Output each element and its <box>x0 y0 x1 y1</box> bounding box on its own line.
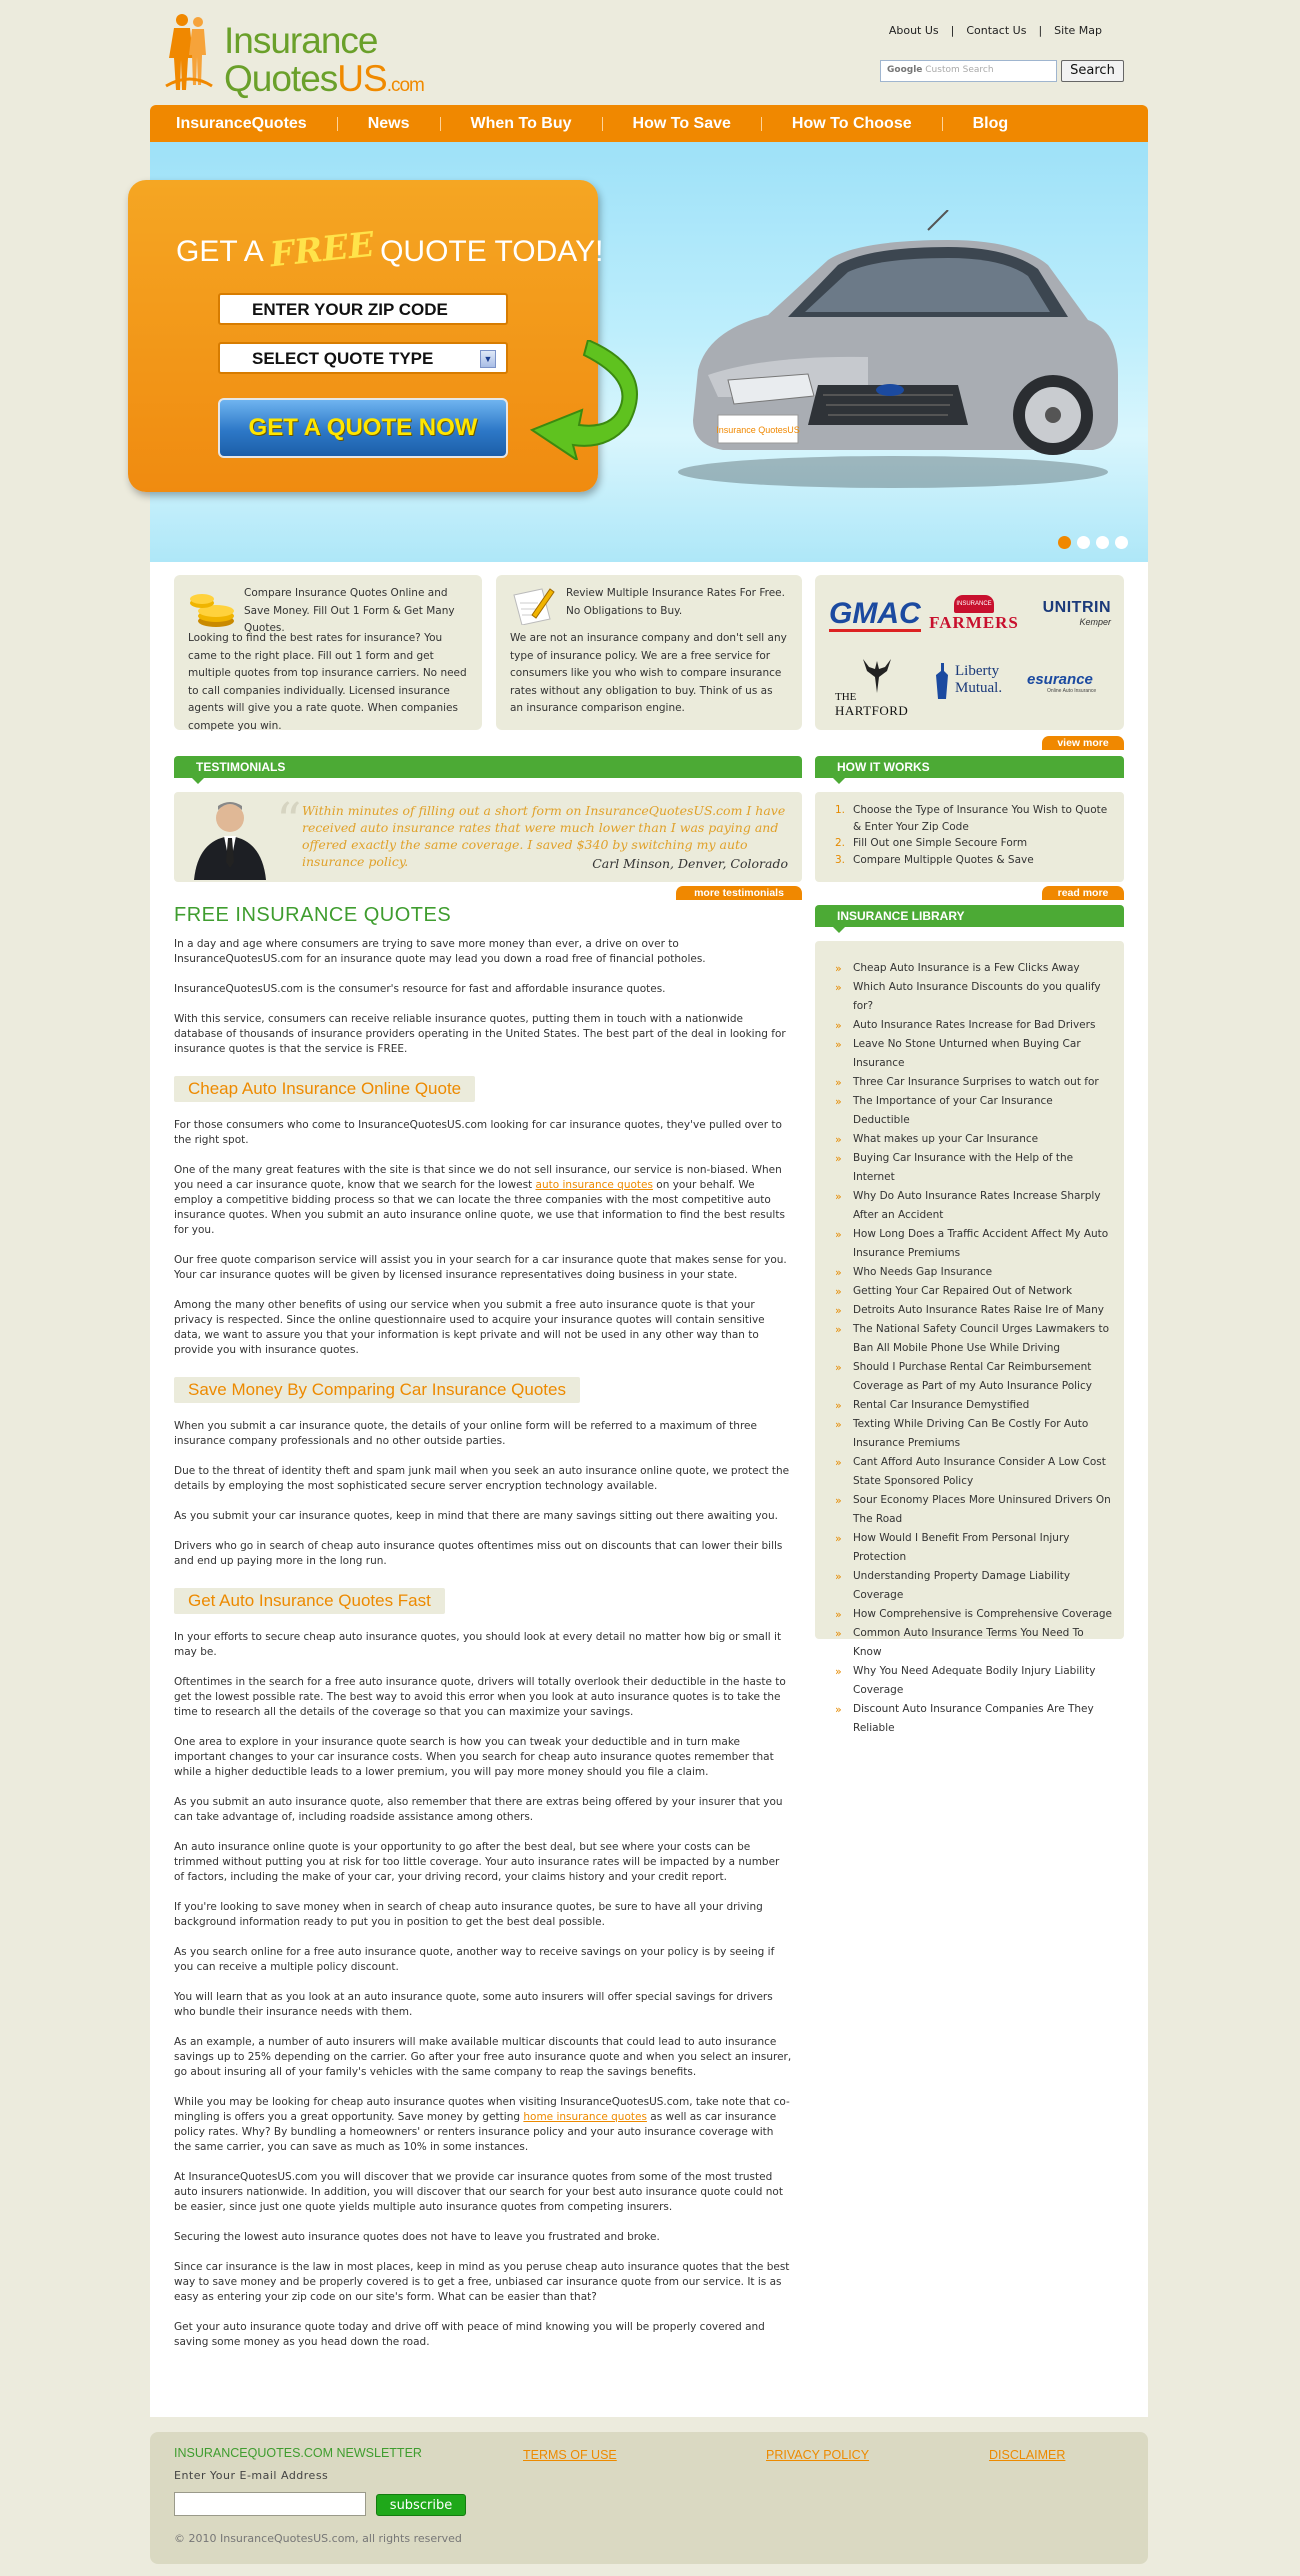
library-item-label: Should I Purchase Rental Car Reimbursement Coverage as Part of my Auto Insurance Policy <box>853 1361 1092 1392</box>
quote-mark-icon: “ <box>276 792 302 850</box>
library-item-label: Leave No Stone Unturned when Buying Car Insurance <box>853 1038 1081 1069</box>
main-nav <box>150 105 1148 142</box>
liberty-text: Liberty <box>955 663 1000 679</box>
pen-paper-icon <box>510 585 556 625</box>
paragraph: With this service, consumers can receive reliable insurance quotes, putting them in touch with a nationwide database of thousands of insurance providers operating in the United States. The best part of the deal in looking for insurance quotes is that the service is FREE. <box>174 1013 786 1055</box>
bullet-icon: » <box>835 962 842 975</box>
section-heading-cheap: Cheap Auto Insurance Online Quote <box>174 1076 475 1102</box>
newsletter-email-input[interactable] <box>174 2492 366 2516</box>
mutual-text: Mutual. <box>955 680 1003 696</box>
insurance-library-header <box>815 905 1124 927</box>
esurance-sub: Online Auto Insurance <box>1047 688 1097 694</box>
paragraph: At InsuranceQuotesUS.com you will discover that we provide car insurance quotes from some of the most trusted auto insurers nationwide. In addition, you will discover that our search for your best auto insurance quote could not be easier, since just one quote yields multiple auto insurance quotes from competing insurers. <box>174 2171 783 2213</box>
step-item <box>835 835 1110 852</box>
text: One of the many great features with the site is that since we do not sell insurance, our service is non-biased. When you need a car insurance quote, know that we search for the lowest <box>174 1164 782 1191</box>
step-number: 3. <box>835 853 846 866</box>
bullet-icon: » <box>835 1532 842 1545</box>
paragraph: As you submit an auto insurance quote, also remember that there are extras being offered by your insurer that you can take advantage of, including roadside assistance among others. <box>174 1796 783 1823</box>
bullet-icon: » <box>835 1361 842 1374</box>
hartford-the: THE <box>835 691 857 703</box>
library-item[interactable] <box>835 1358 1112 1396</box>
bullet-icon: » <box>835 1627 842 1640</box>
compare-lead: Compare Insurance Quotes Online and Save Money. Fill Out 1 Form & Get Many Quotes. <box>244 587 455 634</box>
paragraph: As an example, a number of auto insurers will make available multicar discounts that could lead to auto insurance savings up to 25% depending on the carrier. Go after your free auto insurance quote and when you select an insurer, go about insuring all of your family's vehicles with the same company to reap the savings benefits. <box>174 2036 792 2078</box>
farmers-text: FARMERS <box>929 613 1019 632</box>
logo-people-icon <box>164 12 214 92</box>
paragraph: When you submit a car insurance quote, the details of your online form will be referred to a maximum of three insurance company professionals and no other outside parties. <box>174 1420 757 1447</box>
library-item-label: Which Auto Insurance Discounts do you qualify for? <box>853 981 1101 1012</box>
library-item-label: Discount Auto Insurance Companies Are They Reliable <box>853 1703 1094 1734</box>
view-more-button[interactable]: view more <box>1042 736 1124 750</box>
search-placeholder: Custom Search <box>925 65 994 75</box>
library-item-label: Rental Car Insurance Demystified <box>853 1399 1030 1411</box>
paragraph: InsuranceQuotesUS.com is the consumer's resource for fast and affordable insurance quotes. <box>174 983 666 995</box>
terms-of-use-link[interactable]: TERMS OF USE <box>523 2448 617 2462</box>
google-logo-icon: Google <box>887 65 923 75</box>
testimonial-avatar <box>188 796 272 880</box>
bullet-icon: » <box>835 1266 842 1279</box>
bullet-icon: » <box>835 981 842 994</box>
unitrin-text: UNITRIN <box>1042 599 1111 616</box>
paragraph: As you search online for a free auto insurance quote, another way to receive savings on your policy is by seeing if you can receive a multiple policy discount. <box>174 1946 775 1973</box>
site-map-link[interactable]: Site Map <box>1054 24 1102 37</box>
insurance-library-title: INSURANCE LIBRARY <box>837 909 965 923</box>
step-text: Compare Multipple Quotes & Save <box>853 853 1034 866</box>
bullet-icon: » <box>835 1570 842 1583</box>
library-item[interactable] <box>835 1149 1112 1187</box>
library-item[interactable] <box>835 1567 1112 1605</box>
quote-heading-post: QUOTE TODAY! <box>380 235 604 268</box>
library-item[interactable] <box>835 1282 1112 1301</box>
stag-icon <box>857 655 897 695</box>
bullet-icon: » <box>835 1285 842 1298</box>
bullet-icon: » <box>835 1152 842 1165</box>
home-insurance-quotes-link[interactable]: home insurance quotes <box>523 2111 647 2123</box>
paragraph <box>174 2095 792 2155</box>
more-testimonials-button[interactable]: more testimonials <box>676 886 802 900</box>
kemper-text: Kemper <box>1079 617 1111 627</box>
how-it-works-title: HOW IT WORKS <box>837 760 930 774</box>
text: While you may be looking for cheap auto insurance quotes when visiting InsuranceQuotesUS.com, take note that co-mingling is offers you a great opportunity. Save money by getting <box>174 2096 790 2123</box>
paragraph: In your efforts to secure cheap auto insurance quotes, you should look at every detail no matter how big or small it may be. <box>174 1631 782 1658</box>
compare-info-box <box>174 575 482 730</box>
subscribe-button[interactable]: subscribe <box>376 2494 466 2516</box>
library-item[interactable] <box>835 1225 1112 1263</box>
privacy-policy-link[interactable]: PRIVACY POLICY <box>766 2448 870 2462</box>
compare-body: Looking to find the best rates for insurance? You came to the right place. Fill out 1 form and get multiple quotes from top insurance carriers. No need to call companies individually. Licensed insurance agents will give you a rate quote. When companies compete you win. <box>188 632 467 732</box>
library-item-label: How Would I Benefit From Personal Injury Protection <box>853 1532 1070 1563</box>
library-item[interactable] <box>835 1453 1112 1491</box>
library-item-label: The National Safety Council Urges Lawmakers to Ban All Mobile Phone Use While Driving <box>853 1323 1110 1354</box>
bullet-icon: » <box>835 1494 842 1507</box>
testimonial-box <box>174 792 802 882</box>
logo-line2 <box>224 58 424 100</box>
paragraph: One area to explore in your insurance quote search is how you can tweak your deductible and in turn make important changes to your car insurance costs. When you search for cheap auto insurance quotes remember that while a higher deductible leads to a lower premium, you will pay more money should you file a claim. <box>174 1736 774 1778</box>
car-image <box>668 210 1118 495</box>
nav-news[interactable]: News <box>367 114 410 132</box>
notch <box>833 778 845 784</box>
bullet-icon: » <box>835 1456 842 1469</box>
bullet-icon: » <box>835 1418 842 1431</box>
separator: | <box>950 24 955 37</box>
library-item-label: Getting Your Car Repaired Out of Network <box>853 1285 1073 1297</box>
nav-when-to-buy[interactable]: When To Buy <box>470 114 572 132</box>
paragraph: Our free quote comparison service will assist you in your search for a car insurance quote that makes sense for you. Your car insurance quotes will be given by licensed insurance representatives doing business in your state. <box>174 1254 787 1281</box>
slider-dots <box>1058 536 1128 549</box>
quote-heading-pre: GET A <box>176 235 264 268</box>
bullet-icon: » <box>835 1076 842 1089</box>
nav-how-to-save[interactable]: How To Save <box>632 114 731 132</box>
get-quote-button[interactable]: GET A QUOTE NOW <box>218 398 508 458</box>
section-heading-fast: Get Auto Insurance Quotes Fast <box>174 1588 445 1614</box>
library-item-label: Buying Car Insurance with the Help of the Internet <box>853 1152 1074 1183</box>
how-it-works-box <box>815 792 1124 882</box>
bullet-icon: » <box>835 1038 842 1051</box>
paragraph: Drivers who go in search of cheap auto insurance quotes oftentimes miss out on discounts that can lower their bills and end up paying more in the long run. <box>174 1540 783 1567</box>
search-input[interactable] <box>880 60 1057 82</box>
hartford-text: HARTFORD <box>835 703 909 718</box>
section-heading-save: Save Money By Comparing Car Insurance Quotes <box>174 1377 580 1403</box>
library-item-label: Auto Insurance Rates Increase for Bad Drivers <box>853 1019 1096 1031</box>
library-item-label: What makes up your Car Insurance <box>853 1133 1039 1145</box>
text: on your behalf. We employ a competitive bidding process so that we can locate the three companies with the most competitive auto insurance quotes. When you submit an auto insurance online quote, we use that information to find the best results for you. <box>174 1179 785 1236</box>
quote-heading-free: FREE <box>268 224 376 276</box>
article-title: FREE INSURANCE QUOTES <box>174 904 452 926</box>
library-item-label: How Comprehensive is Comprehensive Coverage <box>853 1608 1113 1620</box>
newsletter-title: INSURANCEQUOTES.COM NEWSLETTER <box>174 2446 422 2460</box>
zip-code-input[interactable]: ENTER YOUR ZIP CODE <box>218 293 508 325</box>
library-item-label: Understanding Property Damage Liability Coverage <box>853 1570 1071 1601</box>
carrier-logos-box <box>815 575 1124 730</box>
library-item-label: Sour Economy Places More Uninsured Drivers On The Road <box>853 1494 1111 1525</box>
bullet-icon: » <box>835 1323 842 1336</box>
bullet-icon: » <box>835 1608 842 1621</box>
step-number: 2. <box>835 837 846 849</box>
bullet-icon: » <box>835 1304 842 1317</box>
library-item[interactable] <box>835 1016 1112 1035</box>
testimonials-header <box>174 756 802 778</box>
paragraph: For those consumers who come to InsuranceQuotesUS.com looking for car insurance quotes, they've pulled over to the right spot. <box>174 1119 782 1146</box>
library-item[interactable] <box>835 1073 1112 1092</box>
library-item-label: The Importance of your Car Insurance Deductible <box>853 1095 1053 1126</box>
paragraph: You will learn that as you look at an auto insurance quote, some auto insurers will offer special savings for drivers who bundle their insurance needs with them. <box>174 1991 773 2018</box>
copyright: © 2010 InsuranceQuotesUS.com, all rights reserved <box>174 2532 462 2545</box>
auto-insurance-quotes-link[interactable]: auto insurance quotes <box>535 1179 653 1191</box>
library-item[interactable] <box>835 1415 1112 1453</box>
library-item-label: Why You Need Adequate Bodily Injury Liability Coverage <box>853 1665 1096 1696</box>
paragraph: In a day and age where consumers are trying to save more money than ever, a drive on over to InsuranceQuotesUS.com for an insurance quote may lead you down a road free of financial potholes. <box>174 938 706 965</box>
slider-dot[interactable] <box>1058 536 1071 549</box>
contact-us-link[interactable]: Contact Us <box>966 24 1027 37</box>
bullet-icon: » <box>835 1133 842 1146</box>
separator: | <box>1038 24 1043 37</box>
logo-quotes: Quotes <box>224 58 338 99</box>
logo-us: US <box>337 58 387 99</box>
library-item[interactable] <box>835 1624 1112 1662</box>
library-item[interactable] <box>835 1529 1112 1567</box>
library-item-label: Why Do Auto Insurance Rates Increase Sharply After an Accident <box>853 1190 1101 1221</box>
library-item[interactable] <box>835 1662 1112 1700</box>
unitrin-logo[interactable] <box>1031 599 1111 627</box>
bullet-icon: » <box>835 1095 842 1108</box>
step-item <box>835 802 1110 835</box>
library-item[interactable] <box>835 1092 1112 1130</box>
nav-insurancequotes[interactable]: InsuranceQuotes <box>176 114 307 132</box>
library-item[interactable] <box>835 1263 1112 1282</box>
library-item-label: Cant Afford Auto Insurance Consider A Low Cost State Sponsored Policy <box>853 1456 1106 1487</box>
footer <box>150 2432 1148 2564</box>
library-item[interactable] <box>835 1491 1112 1529</box>
testimonials-title: TESTIMONIALS <box>196 760 286 774</box>
testimonial-text: Within minutes of filling out a short form on InsuranceQuotesUS.com I have received auto insurance rates that were much lower than I was paying and offered exactly the same coverage. I saved $340 by switching my auto insurance policy. <box>302 803 786 869</box>
nav-how-to-choose[interactable]: How To Choose <box>791 114 912 132</box>
chevron-down-icon[interactable]: ▼ <box>480 350 496 368</box>
library-item-label: Detroits Auto Insurance Rates Raise Ire of Many <box>853 1304 1104 1316</box>
paragraph: An auto insurance online quote is your opportunity to go after the best deal, but see where your costs can be trimmed without putting you at risk for too little coverage. Your auto insurance rates will be impacted by a number of factors, including the make of your car, your driving record, your claims history and your credit report. <box>174 1841 780 1883</box>
logo-com: .com <box>386 75 424 96</box>
search-button[interactable]: Search <box>1061 60 1124 82</box>
slider-dot[interactable] <box>1096 536 1109 549</box>
library-item-label: Texting While Driving Can Be Costly For Auto Insurance Premiums <box>853 1418 1089 1449</box>
library-item-label: Three Car Insurance Surprises to watch out for <box>853 1076 1099 1088</box>
farmers-badge: INSURANCE <box>954 595 994 613</box>
paragraph: Securing the lowest auto insurance quotes does not have to leave you frustrated and broke. <box>174 2231 660 2243</box>
text: as well as car insurance policy rates. Why? By bundling a homeowners' or renters insurance policy and your auto insurance coverage with the same carrier, you can save as much as 10% in some instances. <box>174 2111 777 2153</box>
review-lead: Review Multiple Insurance Rates For Free. No Obligations to Buy. <box>566 587 785 617</box>
notch <box>192 778 204 784</box>
paragraph: Since car insurance is the law in most places, keep in mind as you peruse cheap auto insurance quotes that the best way to save money and be properly covered is to get a free, unbiased car insurance quote from our service. It is as easy as entering your zip code on our site's form. What can be easier than that? <box>174 2261 790 2303</box>
main-article <box>174 904 792 2365</box>
bullet-icon: » <box>835 1703 842 1716</box>
gmac-logo[interactable]: GMAC <box>829 597 921 630</box>
library-item[interactable] <box>835 1130 1112 1149</box>
step-number: 1. <box>835 804 846 816</box>
read-more-button[interactable]: read more <box>1042 886 1124 900</box>
statue-icon <box>933 663 953 699</box>
coins-icon <box>188 589 236 629</box>
email-label: Enter Your E-mail Address <box>174 2469 329 2482</box>
plate-text: Insurance QuotesUS <box>716 425 800 435</box>
library-item[interactable] <box>835 978 1112 1016</box>
paragraph: Among the many other benefits of using our service when you submit a free auto insurance quote is that your privacy is respected. Since the online questionnaire used to acquire your insurance quotes will contain sensitive data, we want to assure you that your information is kept private and will not be used in any other way than to provide you with insurance quotes. <box>174 1299 765 1356</box>
library-item[interactable] <box>835 1320 1112 1358</box>
library-item[interactable] <box>835 1605 1112 1624</box>
esurance-text: esurance <box>1027 671 1093 688</box>
paragraph: If you're looking to save money when in search of cheap auto insurance quotes, be sure to have all your driving background information ready to put you in position to get the best deal possible. <box>174 1901 763 1928</box>
steps-list <box>835 802 1110 868</box>
bullet-icon: » <box>835 1399 842 1412</box>
library-item-label: How Long Does a Traffic Accident Affect My Auto Insurance Premiums <box>853 1228 1109 1259</box>
paragraph: Get your auto insurance quote today and drive off with peace of mind knowing you will be properly covered and saving some money as you head down the road. <box>174 2321 765 2348</box>
bullet-icon: » <box>835 1665 842 1678</box>
library-item[interactable] <box>835 1187 1112 1225</box>
library-list <box>835 959 1112 1738</box>
library-item-label: Common Auto Insurance Terms You Need To Know <box>853 1627 1084 1658</box>
step-text: Choose the Type of Insurance You Wish to Quote & Enter Your Zip Code <box>853 804 1108 833</box>
library-item-label: Cheap Auto Insurance is a Few Clicks Away <box>853 962 1080 974</box>
library-item[interactable] <box>835 959 1112 978</box>
testimonial-author: Carl Minson, Denver, Colorado <box>592 856 788 871</box>
quote-type-value: SELECT QUOTE TYPE <box>252 349 434 368</box>
logo-line1: Insurance <box>224 20 378 61</box>
review-body: We are not an insurance company and don't sell any type of insurance policy. We are a free service for consumers like you who wish to compare insurance rates without any obligation to buy. Think of us as an insurance comparison engine. <box>510 632 787 714</box>
quote-type-select[interactable] <box>218 342 508 374</box>
top-links <box>889 24 1102 37</box>
nav-blog[interactable]: Blog <box>972 114 1009 132</box>
about-us-link[interactable]: About Us <box>888 24 939 37</box>
paragraph: Oftentimes in the search for a free auto insurance quote, drivers will totally overlook their deductible in the haste to get the lowest possible rate. The best way to avoid this error when you look at auto insurance quotes is to take the time to research all the details of the coverage so that you can maximize your savings. <box>174 1676 786 1718</box>
bullet-icon: » <box>835 1019 842 1032</box>
farmers-logo[interactable] <box>929 595 1019 633</box>
paragraph: As you submit your car insurance quotes, keep in mind that there are many savings sitting out there awaiting you. <box>174 1510 778 1522</box>
paragraph: Due to the threat of identity theft and spam junk mail when you seek an auto insurance online quote, we protect the details by employing the most sophisticated secure server encryption technology available. <box>174 1465 790 1492</box>
bullet-icon: » <box>835 1228 842 1241</box>
slider-dot[interactable] <box>1077 536 1090 549</box>
step-item <box>835 852 1110 869</box>
disclaimer-link[interactable]: DISCLAIMER <box>989 2448 1066 2462</box>
library-item[interactable] <box>835 1035 1112 1073</box>
esurance-logo[interactable] <box>1027 671 1119 694</box>
insurance-library-box <box>815 941 1124 1734</box>
review-info-box <box>496 575 802 730</box>
bullet-icon: » <box>835 1190 842 1203</box>
library-item[interactable] <box>835 1301 1112 1320</box>
library-item-label: Who Needs Gap Insurance <box>853 1266 993 1278</box>
site-logo[interactable] <box>160 8 440 99</box>
library-item[interactable] <box>835 1396 1112 1415</box>
quote-heading <box>176 224 604 276</box>
slider-dot[interactable] <box>1115 536 1128 549</box>
how-it-works-header <box>815 756 1124 778</box>
notch <box>833 927 845 933</box>
step-text: Fill Out one Simple Secoure Form <box>853 837 1028 849</box>
paragraph <box>174 1163 792 1238</box>
library-item[interactable] <box>835 1700 1112 1738</box>
green-arrow-icon <box>528 340 648 460</box>
